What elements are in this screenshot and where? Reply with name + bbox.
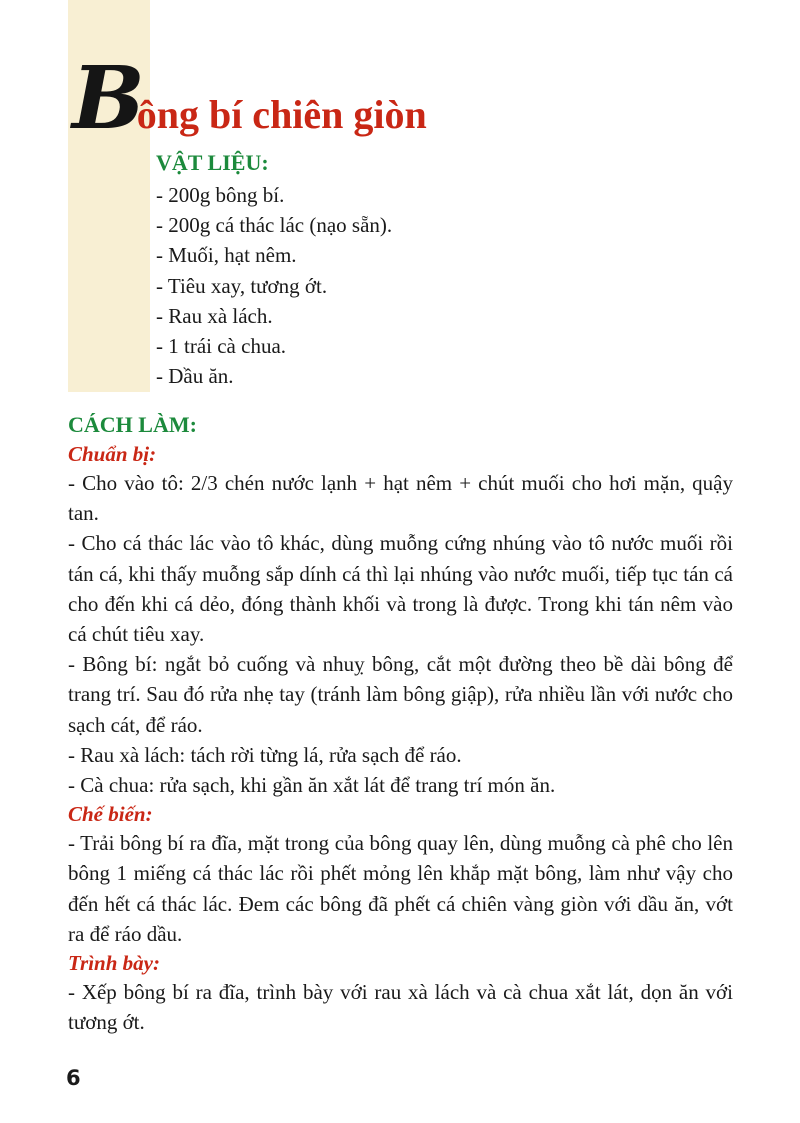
materials-item: - Rau xà lách. <box>156 303 273 328</box>
cooking-step: - Trải bông bí ra đĩa, mặt trong của bông quay lên, dùng muỗng cà phê cho lên bông 1 miếng cá thác lác rồi phết mỏng lên khắp mặt bông, làm như vậy cho đến hết cá thác lác. Đem các bông đã phết cá chiên vàng giòn với dầu ăn, vớt ra để ráo dầu. <box>68 831 733 946</box>
materials-item: - Muối, hạt nêm. <box>156 243 297 268</box>
materials-item: - 200g bông bí. <box>156 183 285 207</box>
method-section <box>68 410 733 1037</box>
recipe-title <box>72 48 427 149</box>
materials-item: - Tiêu xay, tương ớt. <box>156 273 328 298</box>
cooking-heading: Chế biến: <box>68 802 153 827</box>
preparation-step: - Rau xà lách: tách rời từng lá, rửa sạch để ráo. <box>68 742 462 767</box>
materials-item: - Dầu ăn. <box>156 364 234 389</box>
materials-list <box>156 180 392 391</box>
preparation-step: - Cho cá thác lác vào tô khác, dùng muỗng cứng nhúng vào tô nước muối rồi tán cá, khi thấy muỗng sắp dính cá thì lại nhúng vào nước muối, tiếp tục tán cá cho đến khi cá dẻo, đóng thành khối và trong là được. Trong khi tán nêm vào cá chút tiêu xay. <box>68 531 733 647</box>
title-initial: B <box>72 48 145 149</box>
preparation-step: - Cà chua: rửa sạch, khi gần ăn xắt lát để trang trí món ăn. <box>68 773 556 798</box>
materials-item: - 200g cá thác lác (nạo sẵn). <box>156 213 393 238</box>
presentation-step: - Xếp bông bí ra đĩa, trình bày với rau xà lách và cà chua xắt lát, dọn ăn với tương ớt. <box>68 980 733 1035</box>
materials-item: - 1 trái cà chua. <box>156 334 287 359</box>
preparation-heading: Chuẩn bị: <box>68 442 157 466</box>
preparation-step: - Cho vào tô: 2/3 chén nước lạnh + hạt nêm + chút muối cho hơi mặn, quậy tan. <box>68 471 733 526</box>
method-heading: CÁCH LÀM: <box>68 412 197 437</box>
materials-section <box>156 148 392 391</box>
preparation-step: - Bông bí: ngắt bỏ cuống và nhuỵ bông, cắt một đường theo bề dài bông để trang trí. Sau đó rửa nhẹ tay (tránh làm bông giập), rửa nhiều lần với nước cho sạch cát, để ráo. <box>68 652 733 737</box>
materials-heading: VẬT LIỆU: <box>156 150 269 175</box>
page-number: 6 <box>66 1066 81 1090</box>
title-text: ông bí chiên giòn <box>136 92 427 137</box>
presentation-heading: Trình bày: <box>68 951 160 976</box>
